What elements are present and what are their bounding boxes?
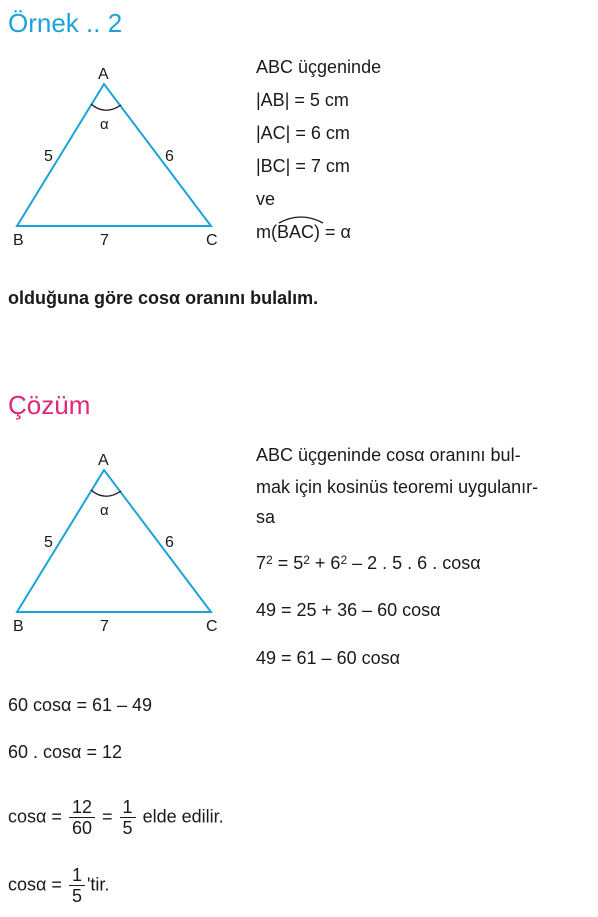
vertex-a-label: A — [98, 452, 109, 469]
triangle-figure-solution — [0, 448, 240, 638]
angle-letters: BAC — [277, 222, 315, 242]
question-text: olduğuna göre cosα oranını bulalım. — [8, 288, 319, 308]
side-ac-label: 6 — [165, 534, 174, 551]
eq1-power-3: 2 — [340, 553, 348, 567]
vertex-c-label: C — [206, 618, 218, 635]
fraction-12-60 — [69, 797, 95, 838]
angle-arc — [91, 104, 121, 110]
denominator: 5 — [122, 818, 133, 838]
angle-label: α — [100, 116, 109, 133]
solution-title: Çözüm — [8, 390, 91, 420]
equals-sign: = — [102, 806, 113, 827]
side-bc-label: 7 — [100, 618, 109, 635]
given-ve: ve — [256, 189, 276, 209]
solution-line-3: sa — [256, 507, 276, 527]
triangle-figure-example — [0, 62, 240, 252]
solution-line-1: ABC üçgeninde cosα oranını bul- — [256, 445, 521, 465]
side-ac-label: 6 — [165, 148, 174, 165]
example-title: Örnek .. 2 — [8, 8, 123, 38]
eq1-b: = 5 — [272, 553, 304, 573]
equation-1 — [256, 552, 481, 574]
eq1-power-2: 2 — [303, 553, 310, 567]
eq7-lhs: cosα = — [8, 874, 62, 895]
equation-7 — [8, 865, 109, 906]
vertex-c-label: C — [206, 232, 218, 249]
side-bc-label: 7 — [100, 232, 109, 249]
eq1-a: 7 — [256, 553, 267, 573]
solution-line-2: mak için kosinüs teoremi uygulanır- — [256, 477, 539, 497]
given-ac: |AC| = 6 cm — [256, 123, 350, 143]
side-ab-label: 5 — [44, 534, 53, 551]
vertex-b-label: B — [13, 232, 24, 249]
vertex-b-label: B — [13, 618, 24, 635]
given-ab: |AB| = 5 cm — [256, 90, 349, 110]
eq1-c: + 6 — [309, 553, 341, 573]
angle-prefix: m( — [256, 222, 277, 242]
denominator: 5 — [71, 886, 82, 906]
eq6-tail: elde edilir. — [142, 806, 224, 827]
given-bc: |BC| = 7 cm — [256, 156, 350, 176]
numerator: 12 — [69, 797, 95, 818]
numerator: 1 — [69, 865, 85, 886]
equation-2: 49 = 25 + 36 – 60 cosα — [256, 600, 441, 620]
angle-suffix: ) = α — [314, 222, 351, 242]
numerator: 1 — [120, 797, 136, 818]
angle-label: α — [100, 502, 109, 519]
side-ab-label: 5 — [44, 148, 53, 165]
vertex-a-label: A — [98, 66, 109, 83]
given-angle — [256, 221, 351, 243]
fraction-1-5 — [120, 797, 136, 838]
fraction-1-5-result — [69, 865, 85, 906]
denominator: 60 — [71, 818, 92, 838]
eq6-lhs: cosα = — [8, 806, 62, 827]
eq1-d: – 2 . 5 . 6 . cosα — [347, 553, 481, 573]
equation-3: 49 = 61 – 60 cosα — [256, 648, 401, 668]
eq1-power-1: 2 — [266, 553, 273, 567]
arc-mark — [277, 212, 325, 224]
eq7-tail: 'tir. — [86, 874, 110, 895]
angle-letters-with-arc — [277, 221, 314, 243]
angle-arc — [91, 490, 121, 496]
given-intro: ABC üçgeninde — [256, 57, 382, 77]
equation-6 — [8, 797, 224, 838]
equation-5: 60 . cosα = 12 — [8, 742, 122, 762]
equation-4: 60 cosα = 61 – 49 — [8, 695, 153, 715]
